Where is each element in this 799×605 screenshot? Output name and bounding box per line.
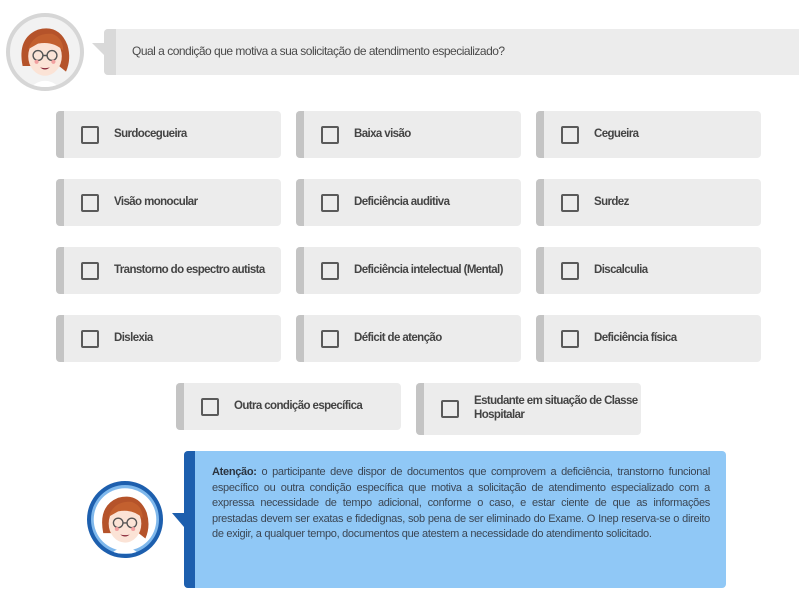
option-strip xyxy=(536,111,544,158)
bubble-strip xyxy=(104,29,116,75)
option-strip xyxy=(296,179,304,226)
woman-with-glasses-avatar-icon xyxy=(91,485,159,554)
checkbox[interactable] xyxy=(561,126,579,144)
option-cegueira[interactable] xyxy=(536,111,761,158)
option-strip xyxy=(56,179,64,226)
option-label: Deficiência física xyxy=(594,332,677,344)
option-label: Estudante em situação de Classe Hospitalar xyxy=(474,395,638,421)
option-outra-condicao[interactable] xyxy=(176,383,401,430)
option-baixa-visao[interactable] xyxy=(296,111,521,158)
option-deficit-atencao[interactable] xyxy=(296,315,521,362)
checkbox[interactable] xyxy=(81,330,99,348)
avatar-icon xyxy=(87,481,163,558)
option-visao-monocular[interactable] xyxy=(56,179,281,226)
option-strip xyxy=(536,247,544,294)
notice-strip xyxy=(184,451,195,588)
option-strip xyxy=(56,111,64,158)
checkbox[interactable] xyxy=(561,194,579,212)
bubble-pointer xyxy=(92,43,104,55)
option-label: Deficiência auditiva xyxy=(354,196,450,208)
option-label: Discalculia xyxy=(594,264,648,276)
checkbox[interactable] xyxy=(561,262,579,280)
option-strip xyxy=(296,247,304,294)
option-deficiencia-fisica[interactable] xyxy=(536,315,761,362)
checkbox[interactable] xyxy=(321,330,339,348)
notice-pointer xyxy=(172,513,184,527)
woman-with-glasses-avatar-icon xyxy=(10,17,80,87)
question-bubble xyxy=(104,29,799,75)
option-label: Baixa visão xyxy=(354,128,411,140)
option-label: Cegueira xyxy=(594,128,639,140)
option-label: Dislexia xyxy=(114,332,153,344)
option-label: Déficit de atenção xyxy=(354,332,442,344)
checkbox[interactable] xyxy=(321,126,339,144)
checkbox[interactable] xyxy=(321,194,339,212)
option-deficiencia-intelectual[interactable] xyxy=(296,247,521,294)
attention-title: Atenção: xyxy=(212,466,257,478)
checkbox[interactable] xyxy=(81,262,99,280)
option-deficiencia-auditiva[interactable] xyxy=(296,179,521,226)
option-strip xyxy=(56,315,64,362)
attention-notice xyxy=(184,451,726,588)
option-strip xyxy=(536,315,544,362)
option-label: Visão monocular xyxy=(114,196,198,208)
option-surdocegueira[interactable] xyxy=(56,111,281,158)
checkbox[interactable] xyxy=(561,330,579,348)
question-text: Qual a condição que motiva a sua solicitação de atendimento especializado? xyxy=(132,44,505,58)
option-dislexia[interactable] xyxy=(56,315,281,362)
option-strip xyxy=(176,383,184,430)
option-surdez[interactable] xyxy=(536,179,761,226)
option-strip xyxy=(56,247,64,294)
option-strip xyxy=(416,383,424,435)
option-strip xyxy=(296,315,304,362)
option-label: Surdez xyxy=(594,196,629,208)
attention-text xyxy=(212,465,710,543)
checkbox[interactable] xyxy=(201,398,219,416)
option-label: Outra condição específica xyxy=(234,400,363,412)
option-strip xyxy=(296,111,304,158)
avatar-icon xyxy=(6,13,84,91)
option-label: Deficiência intelectual (Mental) xyxy=(354,264,503,276)
option-discalculia[interactable] xyxy=(536,247,761,294)
option-label: Transtorno do espectro autista xyxy=(114,264,265,276)
checkbox[interactable] xyxy=(81,194,99,212)
option-classe-hospitalar[interactable] xyxy=(416,383,641,435)
checkbox[interactable] xyxy=(321,262,339,280)
checkbox[interactable] xyxy=(81,126,99,144)
option-transtorno-espectro-autista[interactable] xyxy=(56,247,281,294)
checkbox[interactable] xyxy=(441,400,459,418)
option-label: Surdocegueira xyxy=(114,128,187,140)
option-strip xyxy=(536,179,544,226)
attention-body: o participante deve dispor de documentos que comprovem a deficiência, transtorno funcional específico ou outra condição específica que motiva a solicitação de atendimento especializado com a expressa necessidade de tempo adicional, conforme o caso, e estar ciente de que as informações prestadas devem ser exatas e fidedignas, sob pena de ser eliminado do Exame. O Inep reserva-se o direito de exigir, a qualquer tempo, documentos que atestem a necessidade do atendimento solicitado. xyxy=(212,466,710,540)
